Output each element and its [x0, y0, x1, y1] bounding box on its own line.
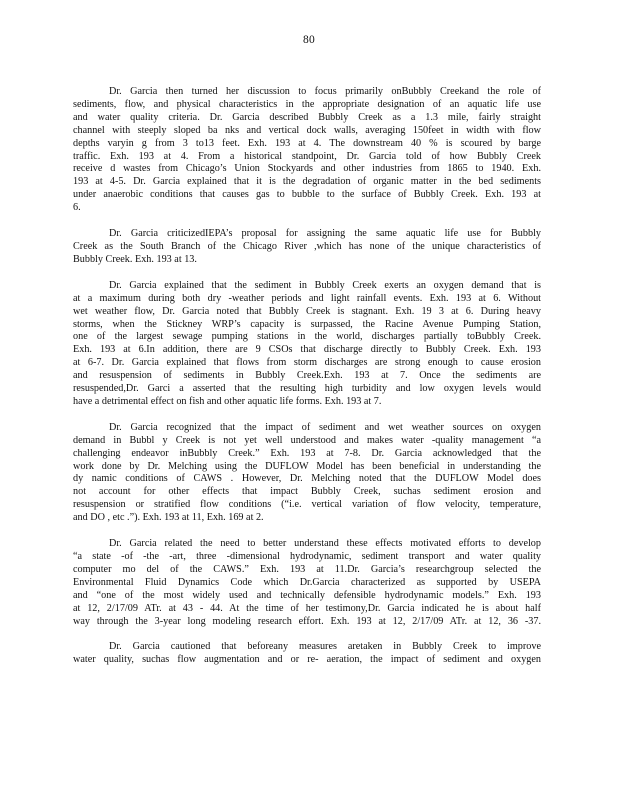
text-line: water quality, suchas flow augmentation and or re- aeration, the impact of sediment and oxygen — [73, 654, 541, 666]
text-line: resuspension or stratified flow conditions (“i.e. vertical variation of flow velocity, temperature, — [73, 499, 541, 511]
text-line: work done by Dr. Melching using the DUFLOW Model has been beneficial in understanding the — [73, 460, 541, 472]
text-line: Environmental Fluid Dynamics Code which Dr.Garcia characterized as supported by USEPA — [73, 576, 541, 588]
text-line: at a maximum during both dry -weather periods and light rainfall events. Exh. 193 at 6. Without — [73, 292, 541, 304]
text-line: and “one of the most widely used and technically defensible hydrodynamic models.” Exh. 193 — [73, 589, 541, 601]
text-line: not account for other effects that impact Bubbly Creek, suchas sediment erosion and — [73, 486, 541, 498]
text-line: “a state -of -the -art, three -dimensional hydrodynamic, sediment transport and water quality — [73, 551, 541, 562]
text-line: Creek as the South Branch of the Chicago River ,which has none of the unique characteristics of — [73, 240, 541, 252]
text-line: Dr. Garcia criticizedIEPA’s proposal for assigning the same aquatic life use for Bubbly — [109, 228, 541, 240]
text-line: and DO , etc .”). Exh. 193 at 11, Exh. 169 at 2. — [73, 512, 264, 524]
text-line: wet weather flow, Dr. Garcia noted that Bubbly Creek is stagnant. Exh. 19 3 at 6. During heavy — [73, 305, 541, 317]
paragraph — [73, 422, 541, 525]
text-line: Bubbly Creek. Exh. 193 at 13. — [73, 253, 197, 265]
text-line: challenging endeavor inBubbly Creek.” Exh. 193 at 7-8. Dr. Garcia acknowledged that the — [73, 447, 541, 459]
text-line: computer mo del of the CAWS.” Exh. 193 at 11.Dr. Garcia’s researchgroup selected the — [73, 563, 541, 575]
text-line: Dr. Garcia explained that the sediment in Bubbly Creek exerts an oxygen demand that is — [109, 279, 541, 291]
text-line: at 6-7. Dr. Garcia explained that flows from storm discharges are strong enough to cause erosion — [73, 357, 541, 369]
paragraph — [73, 280, 541, 409]
text-line: channel with steeply sloped ba nks and vertical dock walls, averaging 150feet in width with flow — [73, 124, 541, 136]
text-line: Dr. Garcia related the need to better understand these effects motivated efforts to develop — [109, 538, 541, 550]
paragraph — [73, 86, 541, 215]
text-line: 6. — [73, 202, 81, 214]
text-line: and water quality criteria. Dr. Garcia described Bubbly Creek as a 1.3 mile, fairly straight — [73, 111, 541, 123]
document-body — [73, 86, 541, 680]
text-line: Dr. Garcia then turned her discussion to focus primarily onBubbly Creekand the role of — [109, 86, 541, 97]
text-line: demand in Bubbl y Creek is not yet well understood and makes water -quality management “a — [73, 434, 541, 446]
text-line: under anaerobic conditions that causes gas to bubble to the surface of Bubbly Creek. Exh. 193 at — [73, 189, 541, 201]
paragraph — [73, 641, 541, 667]
text-line: dy namic conditions of CAWS . However, Dr. Melching noted that the DUFLOW Model does — [73, 473, 541, 485]
text-line: Dr. Garcia cautioned that beforeany measures aretaken in Bubbly Creek to improve — [109, 641, 541, 653]
text-line: resuspended,Dr. Garci a asserted that the resulting high turbidity and low oxygen levels would — [73, 383, 541, 395]
text-line: and resuspension of sediments in Bubbly Creek.Exh. 193 at 7. Once the sediments are — [73, 370, 541, 382]
text-line: have a detrimental effect on fish and other aquatic life forms. Exh. 193 at 7. — [73, 395, 382, 407]
text-line: receive d wastes from Chicago’s Union Stockyards and other industries from 1865 to 1940. Exh. — [73, 163, 541, 175]
text-line: storms, when the Stickney WRP’s capacity is surpassed, the Racine Avenue Pumping Station, — [73, 318, 541, 330]
text-line: at 12, 2/17/09 ATr. at 43 - 44. At the time of her testimony,Dr. Garcia indicated he is about half — [73, 602, 541, 614]
text-line: traffic. Exh. 193 at 4. From a historical standpoint, Dr. Garcia told of how Bubbly Creek — [73, 150, 541, 162]
text-line: Dr. Garcia recognized that the impact of sediment and wet weather sources on oxygen — [109, 421, 541, 433]
text-line: one of the largest sewage pumping stations in the world, discharges partially toBubbly Creek. — [73, 331, 541, 343]
text-line: way through the 3-year long modeling research effort. Exh. 193 at 12, 2/17/09 ATr. at 12, 36 -37. — [73, 615, 541, 627]
paragraph — [73, 228, 541, 267]
text-line: Exh. 193 at 6.In addition, there are 9 CSOs that discharge directly to Bubbly Creek. Exh. 193 — [73, 344, 541, 356]
paragraph — [73, 538, 541, 628]
text-line: depths varyin g from 3 to13 feet. Exh. 193 at 4. The downstream 40 % is scoured by barge — [73, 137, 541, 149]
text-line: sediments, flow, and physical characteristics in the appropriate designation of an aquatic life use — [73, 98, 541, 110]
text-line: 193 at 4-5. Dr. Garcia explained that it is the degradation of organic matter in the bed sediments — [73, 176, 541, 188]
page-number: 80 — [303, 34, 315, 46]
